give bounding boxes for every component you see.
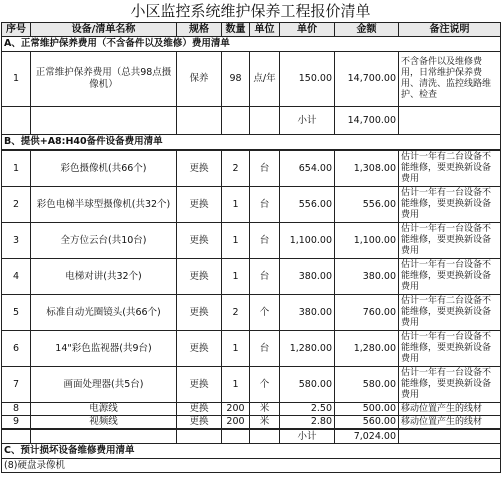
cell-no: 7	[2, 367, 31, 403]
section-c-table	[1, 429, 501, 473]
header-cell: 单价	[280, 23, 335, 37]
cell-qty: 1	[222, 187, 250, 223]
cell-unit: 台	[250, 151, 280, 187]
cell-price: 654.00	[280, 151, 335, 187]
table-row	[2, 403, 501, 416]
header-cell: 备注说明	[399, 23, 501, 37]
cell-price: 1,100.00	[280, 223, 335, 259]
cell-note: 估计一年有一台设备不能维修，要更换新设备费用	[399, 187, 501, 223]
section-c-first-item: (8)硬盘录像机	[2, 459, 501, 473]
cell-name: 14"彩色监视器(共9台)	[31, 331, 177, 367]
cell-name: 电源线	[31, 403, 177, 416]
cell-no: 5	[2, 295, 31, 331]
cell-unit: 个	[250, 367, 280, 403]
cell-name: 全方位云台(共10台)	[31, 223, 177, 259]
cell-spec: 更换	[177, 331, 222, 367]
header-cell: 数量	[222, 23, 250, 37]
cell-amount: 556.00	[335, 187, 399, 223]
cell-qty: 98	[222, 52, 250, 107]
cell-price: 580.00	[280, 367, 335, 403]
page-title: 小区监控系统维护保养工程报价清单	[130, 2, 371, 20]
cell-spec: 更换	[177, 151, 222, 187]
cell-qty: 200	[222, 403, 250, 416]
table-row	[2, 187, 501, 223]
cell-name: 画面处理器(共5台)	[31, 367, 177, 403]
cell-amount: 1,308.00	[335, 151, 399, 187]
section-b-table	[1, 150, 501, 429]
cell-unit: 台	[250, 331, 280, 367]
cell-note: 估计一年有二台设备不能维修，要更换新设备费用	[399, 151, 501, 187]
cell-price: 2.80	[280, 416, 335, 429]
cell-price: 2.50	[280, 403, 335, 416]
cell-note: 移动位置产生的线材	[399, 416, 501, 429]
header-cell: 单位	[250, 23, 280, 37]
cell-name: 电梯对讲(共32个)	[31, 259, 177, 295]
cell-spec: 更换	[177, 187, 222, 223]
cell-qty: 1	[222, 223, 250, 259]
cell-price: 380.00	[280, 295, 335, 331]
cell-spec: 更换	[177, 403, 222, 416]
table-row	[2, 223, 501, 259]
cell-spec: 更换	[177, 295, 222, 331]
table-row	[2, 52, 501, 107]
cell-note: 估计一年有一台设备不能维修，要更换新设备费用	[399, 259, 501, 295]
cell-unit: 米	[250, 403, 280, 416]
cell-amount: 1,100.00	[335, 223, 399, 259]
cell-note: 估计一年有二台设备不能维修，要更换新设备费用	[399, 295, 501, 331]
subtotal-row	[2, 430, 501, 444]
cell-spec: 更换	[177, 367, 222, 403]
cell-amount: 560.00	[335, 416, 399, 429]
cell-amount: 760.00	[335, 295, 399, 331]
cell-name: 视频线	[31, 416, 177, 429]
table-row	[2, 416, 501, 429]
cell-no: 1	[2, 151, 31, 187]
subtotal-label: 小计	[280, 107, 335, 135]
cell-amount: 380.00	[335, 259, 399, 295]
cell-amount: 500.00	[335, 403, 399, 416]
cell-price: 380.00	[280, 259, 335, 295]
cell-qty: 1	[222, 259, 250, 295]
table-row	[2, 259, 501, 295]
cell-spec: 更换	[177, 416, 222, 429]
cell-spec: 更换	[177, 259, 222, 295]
cell-name: 彩色电梯半球型摄像机(共32个)	[31, 187, 177, 223]
cell-unit: 台	[250, 223, 280, 259]
subtotal-amount: 7,024.00	[335, 430, 399, 444]
cell-amount: 14,700.00	[335, 52, 399, 107]
header-cell: 设备/清单名称	[31, 23, 177, 37]
cell-qty: 200	[222, 416, 250, 429]
cell-note: 估计一年有一台设备不能维修，要更换新设备费用	[399, 223, 501, 259]
section-b-title: B、提供+A8:H40备件设备费用清单	[2, 135, 501, 150]
quote-table	[1, 22, 501, 150]
cell-no: 4	[2, 259, 31, 295]
cell-spec: 保养	[177, 52, 222, 107]
table-row	[2, 151, 501, 187]
table-row	[2, 331, 501, 367]
section-a-title: A、正常维护保养费用（不含备件以及维修）费用清单	[2, 37, 501, 52]
cell-qty: 1	[222, 367, 250, 403]
cell-no: 1	[2, 52, 31, 107]
cell-no: 3	[2, 223, 31, 259]
cell-no: 9	[2, 416, 31, 429]
cell-unit: 点/年	[250, 52, 280, 107]
section-c-title: C、预计损坏设备维修费用清单	[2, 444, 501, 459]
cell-unit: 个	[250, 295, 280, 331]
cell-price: 556.00	[280, 187, 335, 223]
cell-spec: 更换	[177, 223, 222, 259]
cell-qty: 1	[222, 331, 250, 367]
cell-name: 彩色摄像机(共66个)	[31, 151, 177, 187]
header-cell: 序号	[2, 23, 31, 37]
cell-unit: 米	[250, 416, 280, 429]
cell-name: 正常维护保养费用（总共98点摄像机）	[31, 52, 177, 107]
cell-no: 2	[2, 187, 31, 223]
cell-name: 标准自动光圈镜头(共66个)	[31, 295, 177, 331]
cell-price: 1,280.00	[280, 331, 335, 367]
cell-no: 6	[2, 331, 31, 367]
cell-qty: 2	[222, 295, 250, 331]
cell-unit: 台	[250, 259, 280, 295]
table-row	[2, 295, 501, 331]
cell-note: 估计一年有一台设备不能维修，要更换新设备费用	[399, 367, 501, 403]
cell-amount: 1,280.00	[335, 331, 399, 367]
table-row	[2, 367, 501, 403]
cell-no: 8	[2, 403, 31, 416]
cell-amount: 580.00	[335, 367, 399, 403]
subtotal-label: 小计	[280, 430, 335, 444]
cell-qty: 2	[222, 151, 250, 187]
cell-note: 移动位置产生的线材	[399, 403, 501, 416]
header-cell: 规格	[177, 23, 222, 37]
subtotal-amount: 14,700.00	[335, 107, 399, 135]
cell-unit: 台	[250, 187, 280, 223]
subtotal-row	[2, 107, 501, 135]
cell-note: 不含备件以及维修费用，日常维护保养费用、清洗、监控线路维护、检查	[399, 52, 501, 107]
cell-price: 150.00	[280, 52, 335, 107]
cell-note: 估计一年有一台设备不能维修，要更换新设备费用	[399, 331, 501, 367]
header-row	[2, 23, 501, 37]
header-cell: 金额	[335, 23, 399, 37]
